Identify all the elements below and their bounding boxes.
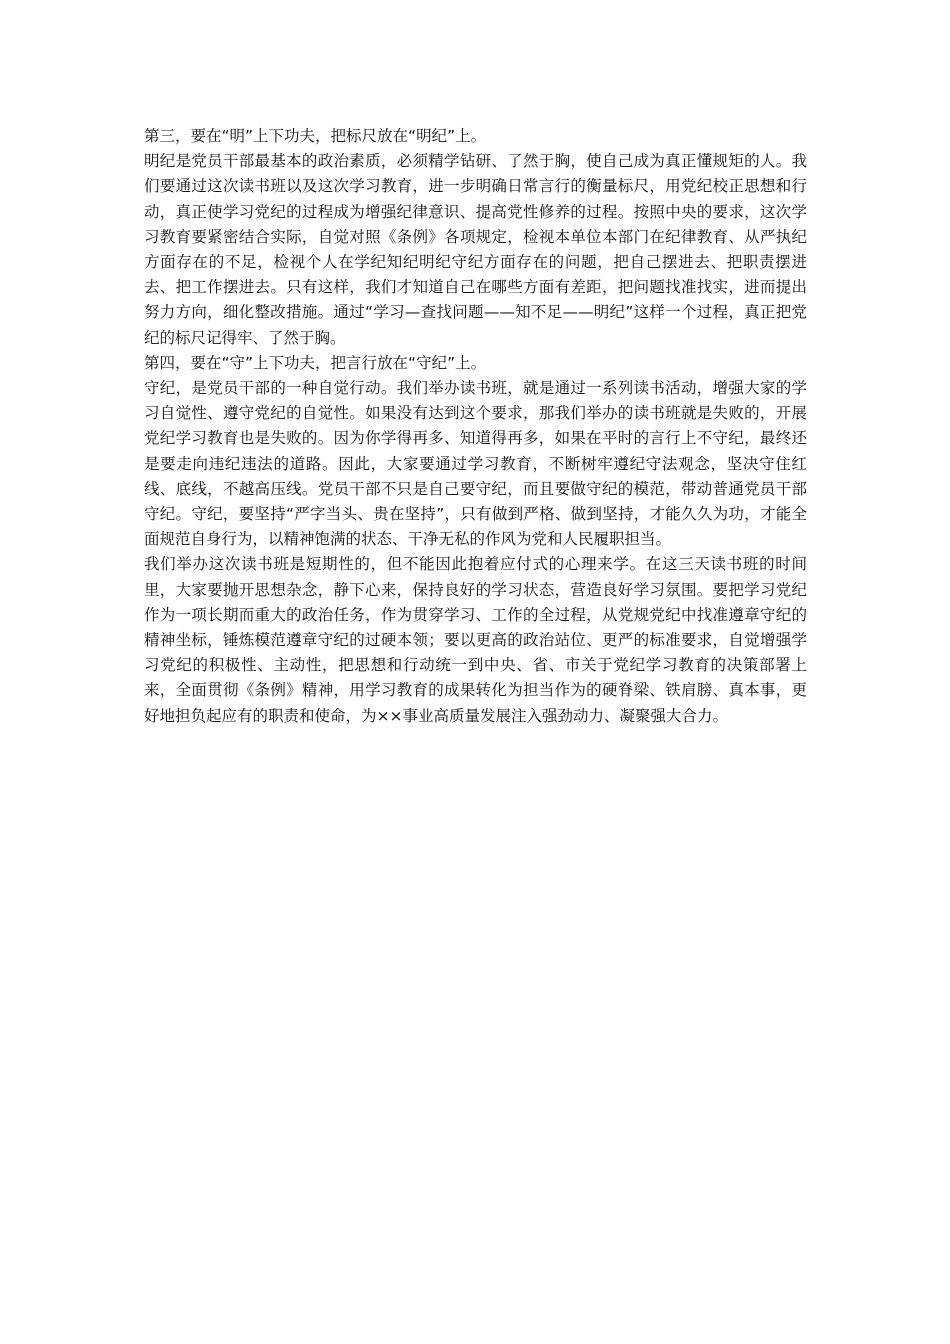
- body-paragraph: 明纪是党员干部最基本的政治素质，必须精学钻研、了然于胸，使自己成为真正懂规矩的人。我们要通过这次读书班以及这次学习教育，进一步明确日常言行的衡量标尺，用党纪校正思想和行动，真正使学习党纪的过程成为增强纪律意识、提高党性修养的过程。按照中央的要求，这次学习教育要紧密结合实际，自觉对照《条例》各项规定，检视本单位本部门在纪律教育、从严执纪方面存在的不足，检视个人在学纪知纪明纪守纪方面存在的问题，把自己摆进去、把职责摆进去、把工作摆进去。只有这样，我们才知道自己在哪些方面有差距，把问题找准找实，进而提出努力方向，细化整改措施。通过“学习—查找问题——知不足——明纪”这样一个过程，真正把党纪的标尺记得牢、了然于胸。: [144, 152, 807, 347]
- document-body: [144, 124, 807, 729]
- section-heading-four: 第四，要在“守”上下功夫，把言行放在“守纪”上。: [144, 353, 487, 372]
- section-heading-three: 第三，要在“明”上下功夫，把标尺放在“明纪”上。: [144, 127, 487, 145]
- body-paragraph: 我们举办这次读书班是短期性的，但不能因此抱着应付式的心理来学。在这三天读书班的时间里，大家要抛开思想杂念，静下心来，保持良好的学习状态，营造良好学习氛围。要把学习党纪作为一项长期而重大的政治任务，作为贯穿学习、工作的全过程，从党规党纪中找准遵章守纪的精神坐标，锤炼模范遵章守纪的过硬本领；要以更高的政治站位、更严的标准要求，自觉增强学习党纪的积极性、主动性，把思想和行动统一到中央、省、市关于党纪学习教育的决策部署上来，全面贯彻《条例》精神，用学习教育的成果转化为担当作为的硬脊梁、铁肩膀、真本事，更好地担负起应有的职责和使命，为××事业高质量发展注入强劲动力、凝聚强大合力。: [144, 555, 807, 725]
- body-paragraph: 守纪，是党员干部的一种自觉行动。我们举办读书班，就是通过一系列读书活动，增强大家的学习自觉性、遵守党纪的自觉性。如果没有达到这个要求，那我们举办的读书班就是失败的，开展党纪学习教育也是失败的。因为你学得再多、知道得再多，如果在平时的言行上不守纪，最终还是要走向违纪违法的道路。因此，大家要通过学习教育，不断树牢遵纪守法观念，坚决守住红线、底线，不越高压线。党员干部不只是自己要守纪，而且要做守纪的模范，带动普通党员干部守纪。守纪，要坚持“严字当头、贵在坚持”，只有做到严格、做到坚持，才能久久为功，才能全面规范自身行为，以精神饱满的状态、干净无私的作风为党和人民履职担当。: [144, 379, 807, 549]
